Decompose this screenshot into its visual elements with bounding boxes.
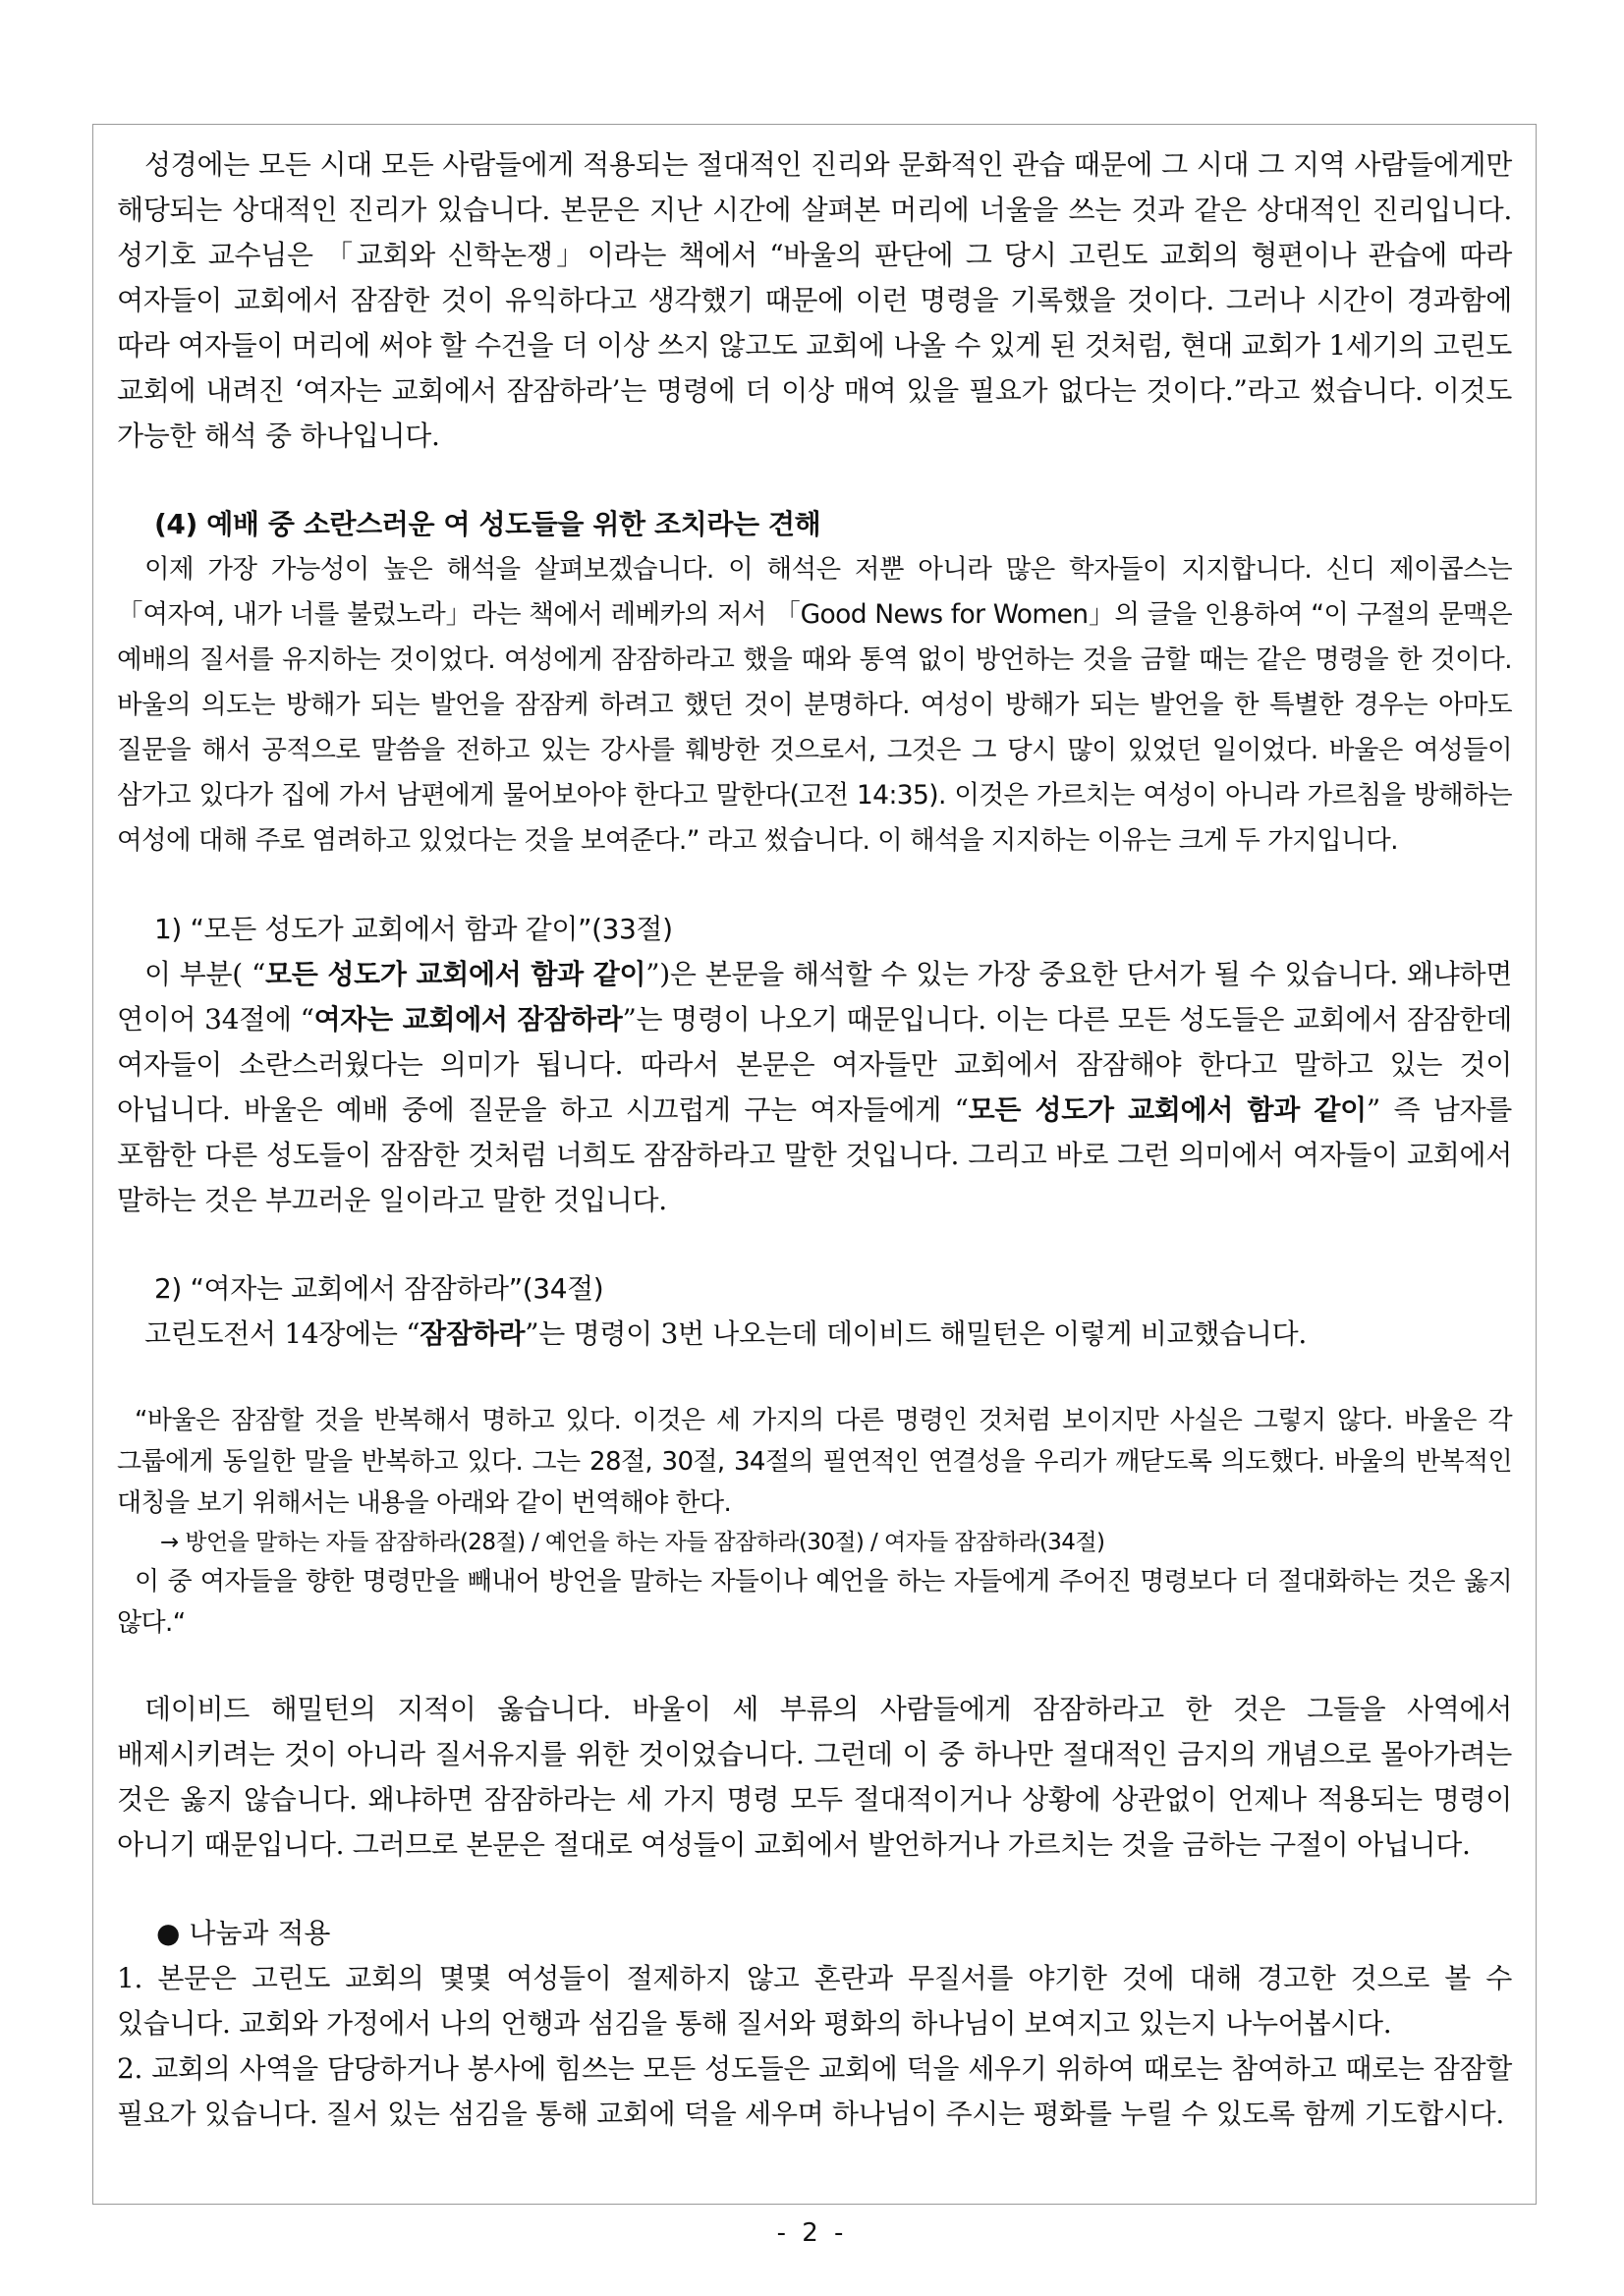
reason2-paragraph — [117, 1312, 1512, 1357]
reason1-paragraph — [117, 952, 1512, 1223]
reason1-text-4: ” 즉 남자를 포함한 다른 성도들이 잠잠한 것처럼 너희도 잠잠하라고 말한 것입니다. 그리고 바로 그런 의미에서 여자들이 교회에서 말하는 것은 부끄러운 일이라고 말한 것입니다. — [117, 1093, 1512, 1216]
reason1-text-2: ”)은 본문을 해석할 수 있는 가장 중요한 단서가 될 수 있습니다. 왜냐하면 연이어 34절에 “ — [117, 958, 1512, 1036]
quote-paragraph-2: 이 중 여자들을 향한 명령만을 빼내어 방언을 말하는 자들이나 예언을 하는 자들에게 주어진 명령보다 더 절대화하는 것은 옳지 않다.“ — [117, 1567, 1512, 1638]
reason2-heading: 2) “여자는 교회에서 잠잠하라”(34절) — [154, 1272, 604, 1305]
reason2-text-2: ”는 명령이 3번 나오는데 데이비드 해밀턴은 이렇게 비교했습니다. — [525, 1317, 1308, 1350]
quote-arrow-line: → 방언을 말하는 자들 잠잠하라(28절) / 예언을 하는 자들 잠잠하라(30절) / 여자들 잠잠하라(34절) — [160, 1530, 1105, 1555]
reason1-bold-3: 모든 성도가 교회에서 함과 같이 — [968, 1093, 1367, 1126]
reason1-bold-2: 여자는 교회에서 잠잠하라 — [313, 1003, 623, 1036]
conclusion-paragraph: 데이비드 해밀턴의 지적이 옳습니다. 바울이 세 부류의 사람들에게 잠잠하라고 한 것은 그들을 사역에서 배제시키려는 것이 아니라 질서유지를 위한 것이었습니다. 그런데 이 중 하나만 절대적인 금지의 개념으로 몰아가려는 것은 옳지 않습니다. 왜냐하면 잠잠하라는 세 가지 명령 모두 절대적이거나 상황에 상관없이 언제나 적용되는 명령이 아니기 때문입니다. 그러므로 본문은 절대로 여성들이 교회에서 발언하거나 가르치는 것을 금하는 구절이 아닙니다. — [117, 1693, 1512, 1861]
reason2-bold-1: 잠잠하라 — [420, 1317, 526, 1350]
reason2-text-1: 고린도전서 14장에는 “ — [144, 1317, 420, 1350]
sharing-title: ● 나눔과 적용 — [156, 1917, 331, 1949]
reason1-bold-1: 모든 성도가 교회에서 함과 같이 — [264, 958, 646, 990]
reason1-heading: 1) “모든 성도가 교회에서 함과 같이”(33절) — [154, 913, 673, 945]
section4-heading: (4) 예배 중 소란스러운 여 성도들을 위한 조치라는 견해 — [154, 508, 821, 540]
section4-paragraph: 이제 가장 가능성이 높은 해석을 살펴보겠습니다. 이 해석은 저뿐 아니라 많은 학자들이 지지합니다. 신디 제이콥스는 「여자여, 내가 너를 불렀노라」라는 책에서 레베카의 저서 「Good News for Women」의 글을 인용하여 “이 구절의 문맥은 예배의 질서를 유지하는 것이었다. 여성에게 잠잠하라고 했을 때와 통역 없이 방언하는 것을 금할 때는 같은 명령을 한 것이다. 바울의 의도는 방해가 되는 발언을 잠잠케 하려고 했던 것이 분명하다. 여성이 방해가 되는 발언을 한 특별한 경우는 아마도 질문을 해서 공적으로 말씀을 전하고 있는 강사를 훼방한 것으로서, 그것은 그 당시 많이 있었던 일이었다. 바울은 여성들이 삼가고 있다가 집에 가서 남편에게 물어보아야 한다고 말한다(고전 14:35). 이것은 가르치는 여성이 아니라 가르침을 방해하는 여성에 대해 주로 염려하고 있었다는 것을 보여준다.” 라고 썼습니다. 이 해석을 지지하는 이유는 크게 두 가지입니다. — [117, 554, 1512, 856]
reason1-text-3: ”는 명령이 나오기 때문입니다. 이는 다른 모든 성도들은 교회에서 잠잠한데 여자들이 소란스러웠다는 의미가 됩니다. 따라서 본문은 여자들만 교회에서 잠잠해야 한다고 말하고 있는 것이 아닙니다. 바울은 예배 중에 질문을 하고 시끄럽게 구는 여자들에게 “ — [117, 1003, 1512, 1126]
page-frame — [92, 124, 1537, 2205]
sharing-item-1: 1. 본문은 고린도 교회의 몇몇 여성들이 절제하지 않고 혼란과 무질서를 야기한 것에 대해 경고한 것으로 볼 수 있습니다. 교회와 가정에서 나의 언행과 섬김을 통해 질서와 평화의 하나님이 보여지고 있는지 나누어봅시다. — [117, 1962, 1512, 2040]
intro-paragraph: 성경에는 모든 시대 모든 사람들에게 적용되는 절대적인 진리와 문화적인 관습 때문에 그 시대 그 지역 사람들에게만 해당되는 상대적인 진리가 있습니다. 본문은 지난 시간에 살펴본 머리에 너울을 쓰는 것과 같은 상대적인 진리입니다. 성기호 교수님은 「교회와 신학논쟁」이라는 책에서 “바울의 판단에 그 당시 고린도 교회의 형편이나 관습에 따라 여자들이 교회에서 잠잠한 것이 유익하다고 생각했기 때문에 이런 명령을 기록했을 것이다. 그러나 시간이 경과함에 따라 여자들이 머리에 써야 할 수건을 더 이상 쓰지 않고도 교회에 나올 수 있게 된 것처럼, 현대 교회가 1세기의 고린도 교회에 내려진 ‘여자는 교회에서 잠잠하라’는 명령에 더 이상 매여 있을 필요가 없다는 것이다.”라고 썼습니다. 이것도 가능한 해석 중 하나입니다. — [117, 148, 1512, 452]
quote-paragraph-1: “바울은 잠잠할 것을 반복해서 명하고 있다. 이것은 세 가지의 다른 명령인 것처럼 보이지만 사실은 그렇지 않다. 바울은 각 그룹에게 동일한 말을 반복하고 있다. 그는 28절, 30절, 34절의 필연적인 연결성을 우리가 깨닫도록 의도했다. 바울의 반복적인 대칭을 보기 위해서는 내용을 아래와 같이 번역해야 한다. — [117, 1406, 1512, 1518]
sharing-item-2: 2. 교회의 사역을 담당하거나 봉사에 힘쓰는 모든 성도들은 교회에 덕을 세우기 위하여 때로는 참여하고 때로는 잠잠할 필요가 있습니다. 질서 있는 섬김을 통해 교회에 덕을 세우며 하나님이 주시는 평화를 누릴 수 있도록 함께 기도합시다. — [117, 2052, 1512, 2130]
reason1-text-1: 이 부분( “ — [144, 958, 265, 990]
page-number: - 2 - — [776, 2218, 848, 2248]
